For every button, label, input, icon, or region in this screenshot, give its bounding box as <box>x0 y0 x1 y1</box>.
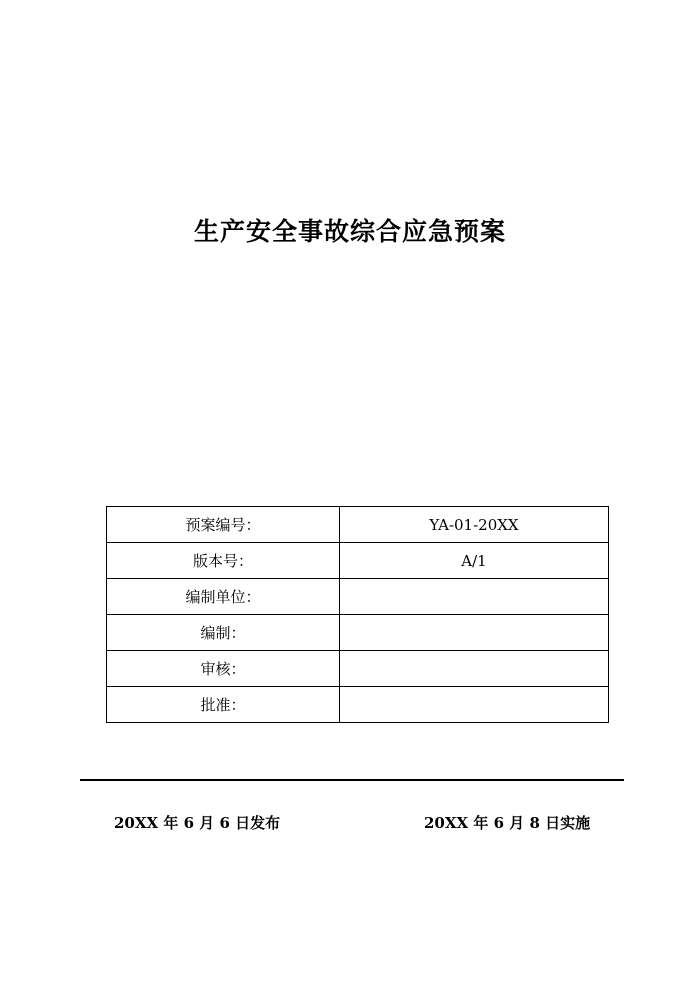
version-value: A/1 <box>340 543 609 579</box>
footer-divider <box>80 779 624 781</box>
effective-date: 20XX 年 6 月 8 日实施 <box>424 814 591 832</box>
approver-value <box>340 687 609 723</box>
reviewer-value <box>340 651 609 687</box>
table-row-version <box>107 543 609 579</box>
table-row-reviewer <box>107 651 609 687</box>
plan-number-label: 预案编号： <box>107 507 340 543</box>
compiling-unit-value <box>340 579 609 615</box>
version-label: 版本号： <box>107 543 340 579</box>
table-row-compiling-unit <box>107 579 609 615</box>
document-info-table <box>106 506 609 723</box>
compiler-value <box>340 615 609 651</box>
reviewer-label: 审核： <box>107 651 340 687</box>
approver-label: 批准： <box>107 687 340 723</box>
table-row-plan-number <box>107 507 609 543</box>
publish-date: 20XX 年 6 月 6 日发布 <box>114 814 281 832</box>
table-row-approver <box>107 687 609 723</box>
plan-number-value: YA-01-20XX <box>340 507 609 543</box>
table-row-compiler <box>107 615 609 651</box>
document-title: 生产安全事故综合应急预案 <box>193 217 506 246</box>
compiling-unit-label: 编制单位： <box>107 579 340 615</box>
compiler-label: 编制： <box>107 615 340 651</box>
